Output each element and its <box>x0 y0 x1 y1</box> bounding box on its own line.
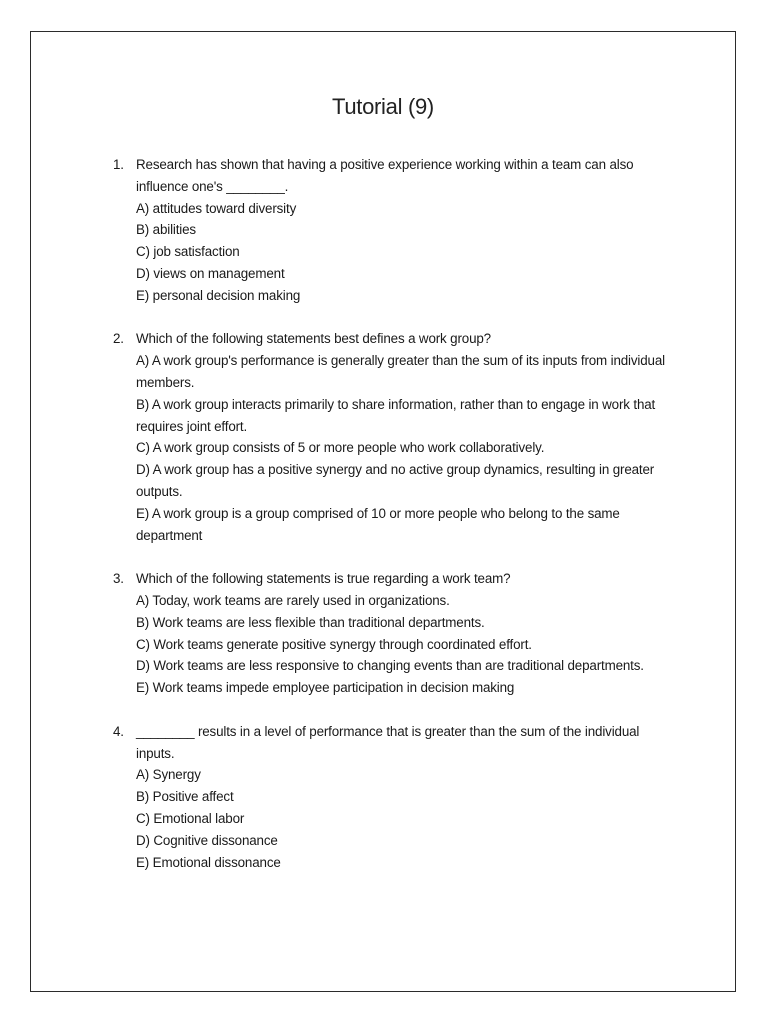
page-title: Tutorial (9) <box>332 94 434 119</box>
document-page <box>30 31 736 992</box>
answer-option: E) personal decision making <box>136 287 301 303</box>
answer-option: D) Work teams are less responsive to changing events than are traditional departments. <box>136 658 644 674</box>
question-number: 4. <box>113 723 124 739</box>
answer-option: E) Work teams impede employee participation in decision making <box>136 680 515 696</box>
answer-option: D) Cognitive dissonance <box>136 832 278 848</box>
question-text: Research has shown that having a positive experience working within a team can also influence one's ________. <box>136 157 634 194</box>
question-text: Which of the following statements is true regarding a work team? <box>136 571 511 587</box>
question-text: ________ results in a level of performance that is greater than the sum of the individual inputs. <box>136 723 640 761</box>
answer-option: A) A work group's performance is generally greater than the sum of its inputs from individual members. <box>136 353 665 390</box>
answer-option: B) abilities <box>136 222 196 238</box>
question-item <box>111 328 681 546</box>
answer-option: D) views on management <box>136 265 285 281</box>
answer-option: C) Emotional labor <box>136 810 245 826</box>
answer-option: B) Work teams are less flexible than traditional departments. <box>136 614 485 630</box>
answer-option: C) A work group consists of 5 or more people who work collaboratively. <box>136 440 545 456</box>
answer-option: A) Today, work teams are rarely used in organizations. <box>136 592 450 608</box>
question-item <box>111 568 681 699</box>
question-number: 1. <box>113 157 124 172</box>
answer-option: A) attitudes toward diversity <box>136 200 297 216</box>
question-number: 3. <box>113 571 124 587</box>
answer-option: A) Synergy <box>136 767 201 783</box>
question-list <box>111 154 681 895</box>
question-item <box>111 721 681 874</box>
question-number: 2. <box>113 331 124 347</box>
answer-option: B) A work group interacts primarily to share information, rather than to engage in work that requires joint effort. <box>136 396 656 434</box>
answer-option: D) A work group has a positive synergy and no active group dynamics, resulting in greater outputs. <box>136 462 655 499</box>
answer-option: E) A work group is a group comprised of 10 or more people who belong to the same department <box>136 505 620 543</box>
question-text: Which of the following statements best defines a work group? <box>136 331 491 347</box>
answer-option: C) job satisfaction <box>136 244 240 260</box>
answer-option: C) Work teams generate positive synergy through coordinated effort. <box>136 636 532 652</box>
question-item <box>111 154 681 307</box>
answer-option: B) Positive affect <box>136 789 234 805</box>
answer-option: E) Emotional dissonance <box>136 854 281 870</box>
